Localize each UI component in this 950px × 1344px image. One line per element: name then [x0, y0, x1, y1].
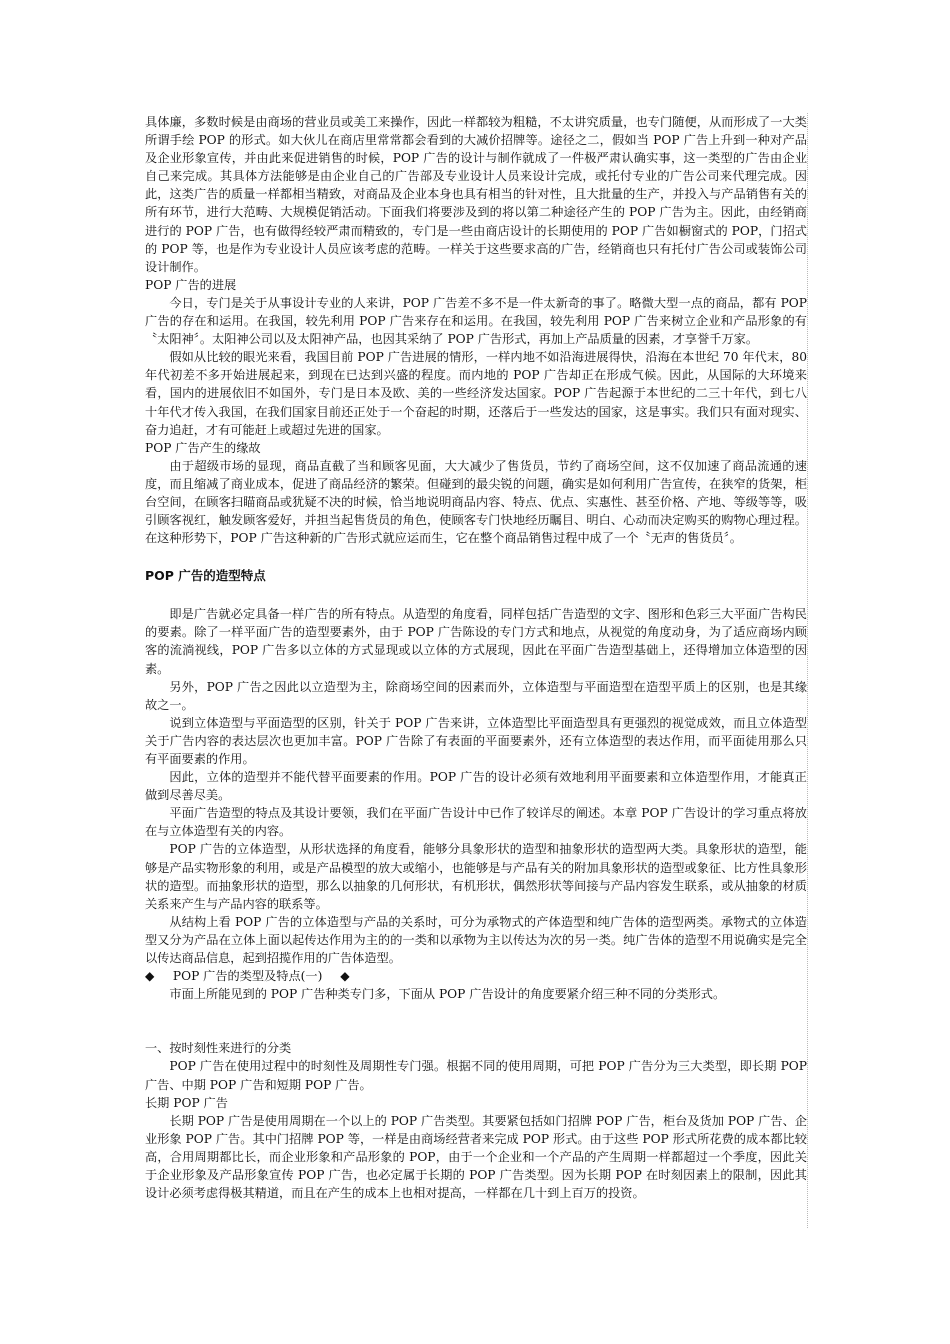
paragraph: 假如从比较的眼光来看，我国目前 POP 广告进展的情形，一样内地不如沿海进展得快，沿海在本世纪 70 年代末，80 年代初差不多开始进展起来，到现在已达到兴盛的程度。而内地的 POP 广告却正在形成气候。因此，从国际的大环境来看，国内的进展依旧不如国外，专门是日本及欧、美的一些经济发达国家。POP 广告起源于本世纪的二三十年代，到七八十年代才传入我国，在我们国家目前还正处于一个奋起的时期，还落后于一些发达的国家，这是事实。我们只有面对现实、奋力追赶，才有可能赶上或超过先进的国家。 — [145, 350, 807, 437]
section-heading: 长期 POP 广告 — [145, 1095, 228, 1110]
page-margin-rule — [807, 113, 808, 1228]
paragraph: 具体廉，多数时候是由商场的营业员或美工来操作，因此一样都较为粗糙，不太讲究质量，也专门随便，从而形成了一大类所谓手绘 POP 的形式。如大伙儿在商店里常常都会看到的大减价招牌等。途径之二，假如当 POP 广告上升到一种对产品及企业形象宣传，并由此来促进销售的时候，POP 广告的设计与制作就成了一件极严肃认确实事，这一类型的广告由企业自己来完成。其具体方法能够是由企业自己的广告部及专业设计人员来设计完成，或托付专业的广告公司来代理完成。因此，这类广告的质量一样都相当精致，对商品及企业本身也具有相当的针对性，且大批量的生产，并投入与产品销售有关的所有环节，进行大范畴、大规模促销活动。下面我们将要涉及到的将以第二种途径产生的 POP 广告为主。因此，由经销商进行的 POP 广告，也有做得经较严肃而精致的，专门是一些由商店设计的长期使用的 POP 广告如橱窗式的 POP，门招式的 POP 等，也是作为专业设计人员应该考虑的范畴。一样关于这些要求高的广告，经销商也只有托付广告公司或装饰公司设计制作。 — [145, 115, 807, 274]
section-heading: POP 广告的进展 — [145, 277, 237, 292]
paragraph: 平面广告造型的特点及其设计要领，我们在平面广告设计中已作了较详尽的阐述。本章 POP 广告设计的学习重点将放在与立体造型有关的内容。 — [145, 806, 807, 839]
bulleted-heading-text: POP 广告的类型及特点(一) — [172, 969, 323, 984]
paragraph: 长期 POP 广告是使用周期在一个以上的 POP 广告类型。其要紧包括如门招牌 POP 广告，柜台及货加 POP 广告、企业形象 POP 广告。其中门招牌 POP 等，一样是由商场经营者来完成 POP 形式。由于这些 POP 形式所花费的成本都比较高，合用周期都比长，而企业形象和产品形象的 POP，由于一个企业和一个产品的产生周期一样都超过一个季度，因此关于企业形象及产品形象宣传 POP 广告，也必定属于长期的 POP 广告类型。因为长期 POP 在时刻因素上的限制，因此其设计必须考虑得极其精道，而且在产生的成本上也相对提高，一样都在几十到上百万的投资。 — [145, 1113, 808, 1201]
paragraph: 另外，POP 广告之因此以立造型为主，除商场空间的因素而外，立体造型与平面造型在造型平质上的区别，也是其缘故之一。 — [145, 679, 808, 712]
paragraph: 说到立体造型与平面造型的区别，针关于 POP 广告来讲，立体造型比平面造型具有更强烈的视觉成效，而且立体造型关于广告内容的表达层次也更加丰富。POP 广告除了有表面的平面要素外，还有立体造型的表达作用，而平面徒用那么只有平面要素的作用。 — [145, 715, 807, 766]
paragraph: 由于超级市场的显现，商品直截了当和顾客见面，大大减少了售货员，节约了商场空间，这不仅加速了商品流通的速度，而且缩减了商业成本，促进了商品经济的繁荣。但碰到的最尖锐的问题，确实是如何利用广告宣传，在狭窄的货架，柜台空间，在顾客扫瞄商品或犹疑不决的时候，恰当地说明商品内容、特点、优点、实惠性、甚至价格、产地、等级等等，吸引顾客视红，触发顾客爱好，并担当起售货员的角色，使顾客专门快地经历瞩目、明白、心动而决定购买的购物心理过程。在这种形势下，POP 广告这种新的广告形式就应运而生，它在整个商品销售过程中成了一个〝无声的售货员〞。 — [145, 458, 807, 546]
paragraph: POP 广告的立体造型，从形状选择的角度看，能够分具象形状的造型和抽象形状的造型两大类。具象形状的造型，能够是产品实物形象的利用，或是产品模型的放大或缩小，也能够是与产品有关的附加具象形状的造型或象征、比方性具象形状的造型。而抽象形状的造型，那么以抽象的几何形状，有机形状，偶然形状等间接与产品内容发生联系，或从抽象的材质关系来产生与产品内容的联系等。 — [145, 842, 807, 911]
section-heading: POP 广告产生的缘故 — [145, 440, 261, 455]
paragraph: 从结构上看 POP 广告的立体造型与产品的关系时，可分为承物式的产体造型和纯广告体的造型两类。承物式的立体造型又分为产品在立体上面以起传达作用为主的的一类和以承物为主以传达为次的另一类。纯广告体的造型不用说确实是完全以传达商品信息，起到招揽作用的广告体造型。 — [145, 914, 807, 966]
document-page — [145, 113, 807, 1202]
paragraph: POP 广告在使用过程中的时刻性及周期性专门强。根据不同的使用周期，可把 POP 广告分为三大类型，即长期 POP 广告、中期 POP 广告和短期 POP 广告。 — [145, 1059, 807, 1092]
diamond-bullet-icon: ◆ — [340, 969, 350, 984]
spacer — [145, 1003, 807, 1039]
paragraph: 即是广告就必定具备一样广告的所有特点。从造型的角度看，同样包括广告造型的文字、图形和色彩三大平面广告构民的要素。除了一样平面广告的造型要素外，由于 POP 广告陈设的专门方式和地点，从视觉的角度动身，为了适应商场内顾客的流淌视线，POP 广告多以立体的方式显现或以立体的方式展现，因此在平面广告造型基础上，还得增加立体造型的因素。 — [145, 607, 807, 676]
chapter-title: POP 广告的造型特点 — [145, 568, 266, 584]
paragraph: 今日，专门是关于从事设计专业的人来讲，POP 广告差不多不是一件太新奇的事了。略微大型一点的商品，都有 POP 广告的存在和运用。在我国，较先利用 POP 广告来存在和运用。在我国，较先利用 POP 广告来树立企业和产品形象的有〝太阳神〞。太阳神公司以及太阳神产品，也因其采纳了 POP 广告形式，再加上产品质量的因素，才享誉千万家。 — [145, 295, 807, 347]
paragraph: 市面上所能见到的 POP 广告种类专门多，下面从 POP 广告设计的角度要紧介绍三种不同的分类形式。 — [169, 987, 726, 1002]
section-heading: 一、按时刻性来进行的分类 — [145, 1041, 292, 1056]
diamond-bullet-icon: ◆ — [145, 969, 155, 984]
bulleted-heading — [145, 967, 807, 985]
paragraph: 因此，立体的造型并不能代替平面要素的作用。POP 广告的设计必须有效地利用平面要素和立体造型作用，才能真正做到尽善尽美。 — [145, 770, 807, 803]
